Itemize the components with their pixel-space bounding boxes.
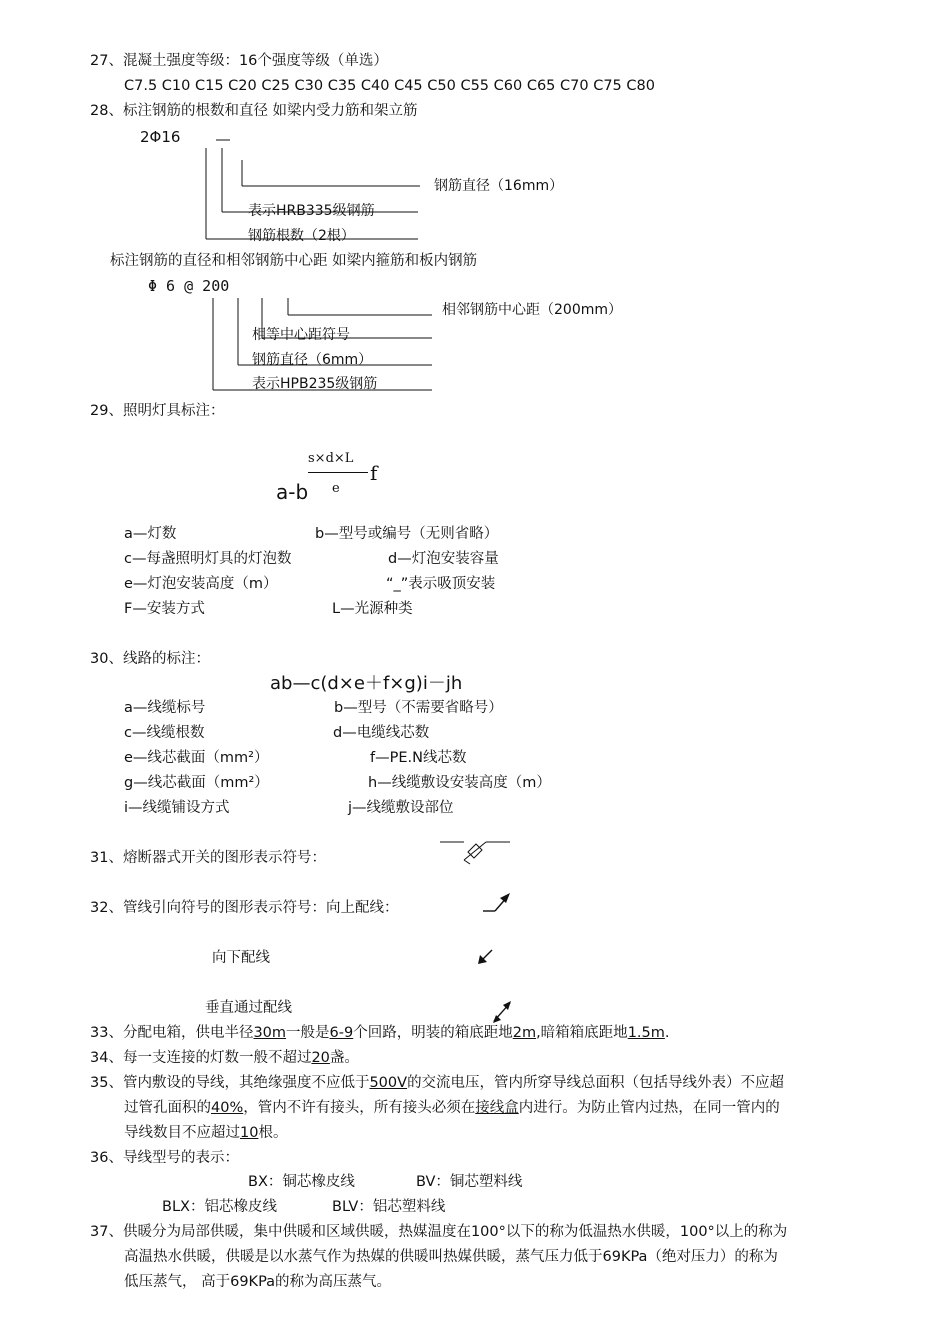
fraction-bar [308, 472, 368, 473]
text-segment: ,暗箱箱底距地 [536, 1025, 628, 1041]
underlined-value: 20 [311, 1050, 330, 1066]
q35-line-1 [90, 1074, 784, 1092]
underlined-value: 2m [512, 1025, 537, 1041]
spacing-symbol-label: 相等中心距符号 [252, 327, 350, 343]
luminaire-item: b—型号或编号（无则省略） [315, 526, 499, 542]
underlined-value: 10 [240, 1125, 259, 1141]
underlined-value: 1.5m [627, 1025, 665, 1041]
underlined-value: 6-9 [329, 1025, 354, 1041]
luminaire-item: d—灯泡安装容量 [388, 551, 499, 567]
q29-title: 29、照明灯具标注： [90, 403, 225, 419]
text-segment: 33、分配电箱，供电半径 [90, 1025, 254, 1041]
q28-title: 28、标注钢筋的根数和直径 如梁内受力筋和架立筋 [90, 103, 418, 119]
wiring-item: j—线缆敷设部位 [348, 800, 454, 816]
q37-line-3: 低压蒸气， 高于69KPa的称为高压蒸气。 [124, 1274, 392, 1290]
wiring-up-arrow-icon [480, 890, 514, 916]
q33-line [90, 1024, 669, 1042]
luminaire-item: “_”表示吸顶安装 [386, 576, 496, 592]
q30-title: 30、线路的标注： [90, 651, 210, 667]
text-segment: 35、管内敷设的导线，其绝缘强度不应低于 [90, 1075, 370, 1091]
rebar-grade-label-2: 表示HPB235级钢筋 [252, 376, 378, 392]
wiring-down-arrow-icon [474, 944, 498, 968]
wire-type-blv: BLV：铝芯塑料线 [332, 1199, 446, 1215]
text-segment: 的交流电压，管内所穿导线总面积（包括导线外表）不应超 [407, 1075, 785, 1091]
q28-subtitle: 标注钢筋的直径和相邻钢筋中心距 如梁内箍筋和板内钢筋 [110, 253, 478, 269]
q34-line [90, 1049, 359, 1067]
wiring-formula: ab—c(d×e＋f×g)i－jh [270, 673, 463, 694]
text-segment: 导线数目不应超过 [124, 1125, 240, 1141]
q35-line-3 [124, 1124, 287, 1142]
text-segment: . [664, 1025, 670, 1041]
text-segment: 盏。 [329, 1050, 359, 1066]
luminaire-item: L—光源种类 [332, 601, 413, 617]
underlined-value: 30m [253, 1025, 287, 1041]
text-segment: 一般是 [286, 1025, 330, 1041]
q32-title: 32、管线引向符号的图形表示符号：向上配线： [90, 900, 399, 916]
underlined-value: 500V [369, 1075, 408, 1091]
wiring-item: g—线芯截面（mm²） [124, 775, 269, 791]
wiring-item: d—电缆线芯数 [333, 725, 430, 741]
formula-denominator: e [332, 481, 340, 496]
luminaire-item: e—灯泡安装高度（m） [124, 576, 278, 592]
rebar-diameter-label-2: 钢筋直径（6mm） [252, 352, 373, 368]
text-segment: ，管内不许有接头，所有接头必须在 [243, 1100, 476, 1116]
q36-title: 36、导线型号的表示： [90, 1150, 239, 1166]
wiring-item: c—线缆根数 [124, 725, 205, 741]
wiring-item: e—线芯截面（mm²） [124, 750, 269, 766]
luminaire-item: c—每盏照明灯具的灯泡数 [124, 551, 292, 567]
q35-line-2 [124, 1099, 780, 1117]
underlined-value: 40% [211, 1100, 244, 1116]
q37-line-1: 37、供暖分为局部供暖，集中供暖和区域供暖，热媒温度在100°以下的称为低温热水供暖，100°以上的称为 [90, 1224, 788, 1240]
text-segment: 个回路，明装的箱底距地 [353, 1025, 513, 1041]
q27-title: 27、混凝土强度等级：16个强度等级（单选） [90, 53, 388, 69]
wiring-item: b—型号（不需要省略号） [334, 700, 503, 716]
fuse-switch-icon [438, 830, 514, 870]
rebar-spacing-label: 相邻钢筋中心距（200mm） [442, 302, 622, 318]
rebar-count-label: 钢筋根数（2根） [248, 228, 355, 244]
wiring-through-arrow-icon [490, 999, 514, 1025]
text-segment: 34、每一支连接的灯数一般不超过 [90, 1050, 312, 1066]
formula-left: a-b [276, 480, 309, 504]
text-segment: 过管孔面积的 [124, 1100, 211, 1116]
formula-right: f [370, 461, 378, 485]
wire-type-bv: BV：铜芯塑料线 [416, 1174, 523, 1190]
wire-type-blx: BLX：铝芯橡皮线 [162, 1199, 277, 1215]
formula-numerator: s×d×L [308, 451, 354, 466]
rebar-diameter-label: 钢筋直径（16mm） [434, 178, 564, 194]
wiring-item: i—线缆铺设方式 [124, 800, 230, 816]
text-segment: 内进行。为防止管内过热，在同一管内的 [518, 1100, 780, 1116]
q27-grades: C7.5 C10 C15 C20 C25 C30 C35 C40 C45 C50 C55 C60 C65 C70 C75 C80 [124, 78, 655, 94]
rebar-notation-1: 2Φ16 [140, 128, 181, 146]
text-segment: 根。 [258, 1125, 288, 1141]
wiring-item: f—PE.N线芯数 [370, 750, 467, 766]
wiring-down-label: 向下配线 [212, 950, 270, 966]
rebar-notation-2: Φ 6 @ 200 [148, 277, 230, 295]
wiring-item: h—线缆敷设安装高度（m） [368, 775, 551, 791]
luminaire-item: a—灯数 [124, 526, 177, 542]
underlined-value: 接线盒 [475, 1100, 519, 1116]
q37-line-2: 高温热水供暖，供暖是以水蒸气作为热媒的供暖叫热媒供暖，蒸气压力低于69KPa（绝对压力）的称为 [124, 1249, 778, 1265]
rebar-grade-label: 表示HRB335级钢筋 [248, 203, 375, 219]
wiring-item: a—线缆标号 [124, 700, 206, 716]
wire-type-bx: BX：铜芯橡皮线 [248, 1174, 355, 1190]
luminaire-item: F—安装方式 [124, 601, 205, 617]
luminaire-formula [276, 450, 396, 504]
q31-title: 31、熔断器式开关的图形表示符号： [90, 850, 326, 866]
wiring-vertical-label: 垂直通过配线 [205, 1000, 292, 1016]
